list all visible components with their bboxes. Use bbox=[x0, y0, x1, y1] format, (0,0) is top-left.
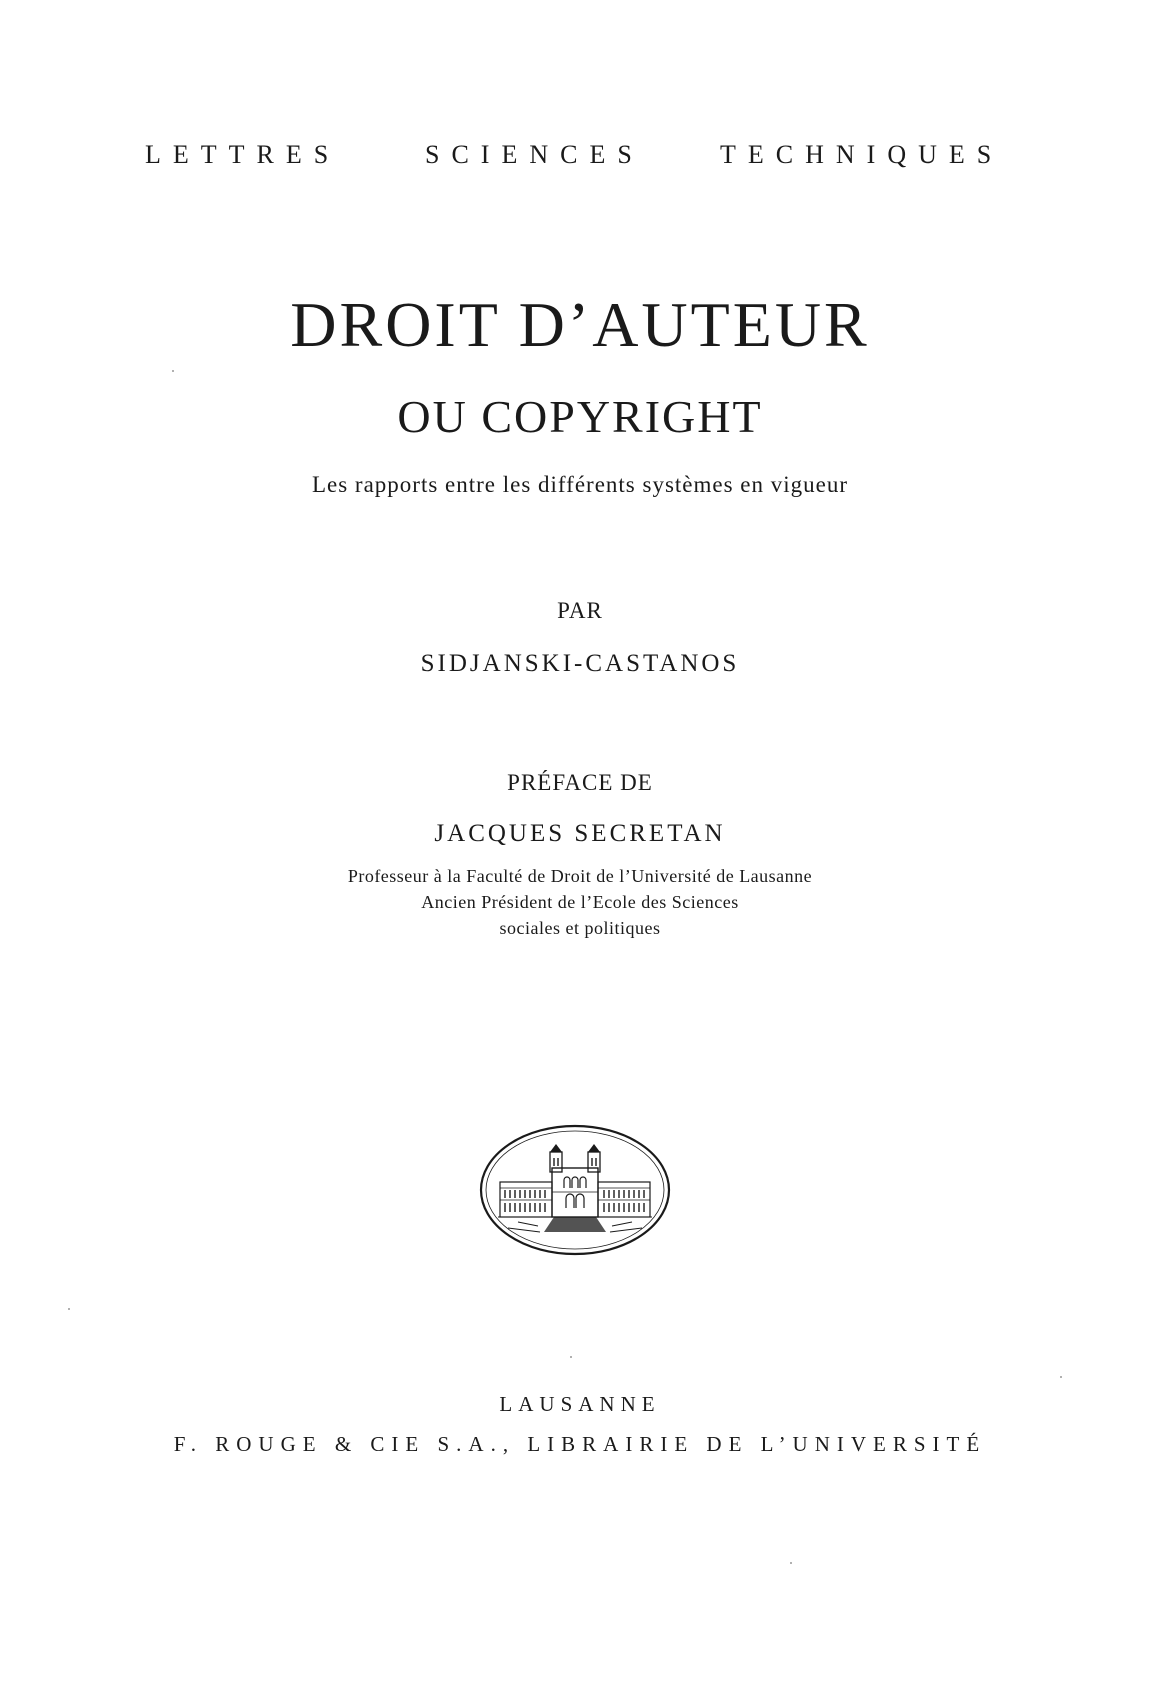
book-title-secondary: OU COPYRIGHT bbox=[397, 391, 763, 442]
preface-author: JACQUES SECRETAN bbox=[434, 820, 726, 847]
paper-speck bbox=[570, 1356, 572, 1358]
university-building-oval-emblem-icon bbox=[478, 1122, 672, 1258]
preface-label: PRÉFACE DE bbox=[507, 770, 653, 795]
series-item-lettres: LETTRES bbox=[145, 140, 341, 169]
imprint-city: LAUSANNE bbox=[499, 1392, 661, 1416]
series-item-sciences: SCIENCES bbox=[425, 140, 644, 169]
book-title: DROIT D’AUTEUR bbox=[290, 289, 870, 360]
imprint-publisher: F. ROUGE & CIE S.A., LIBRAIRIE DE L’UNIVERSITÉ bbox=[173, 1432, 987, 1456]
preface-affiliation-line-3: sociales et politiques bbox=[499, 918, 661, 938]
paper-speck bbox=[68, 1308, 70, 1310]
preface-affiliation-line-2: Ancien Président de l’Ecole des Sciences bbox=[421, 892, 739, 912]
preface-affiliation-line-1: Professeur à la Faculté de Droit de l’Université de Lausanne bbox=[347, 866, 813, 886]
paper-speck bbox=[790, 1562, 792, 1564]
author-name: SIDJANSKI-CASTANOS bbox=[420, 650, 740, 677]
paper-speck bbox=[1060, 1376, 1062, 1378]
paper-speck bbox=[172, 370, 174, 372]
book-subtitle: Les rapports entre les différents systèmes en vigueur bbox=[311, 472, 849, 497]
series-item-techniques: TECHNIQUES bbox=[720, 140, 1004, 169]
byline-par: PAR bbox=[557, 598, 603, 623]
series-header bbox=[0, 140, 1160, 180]
